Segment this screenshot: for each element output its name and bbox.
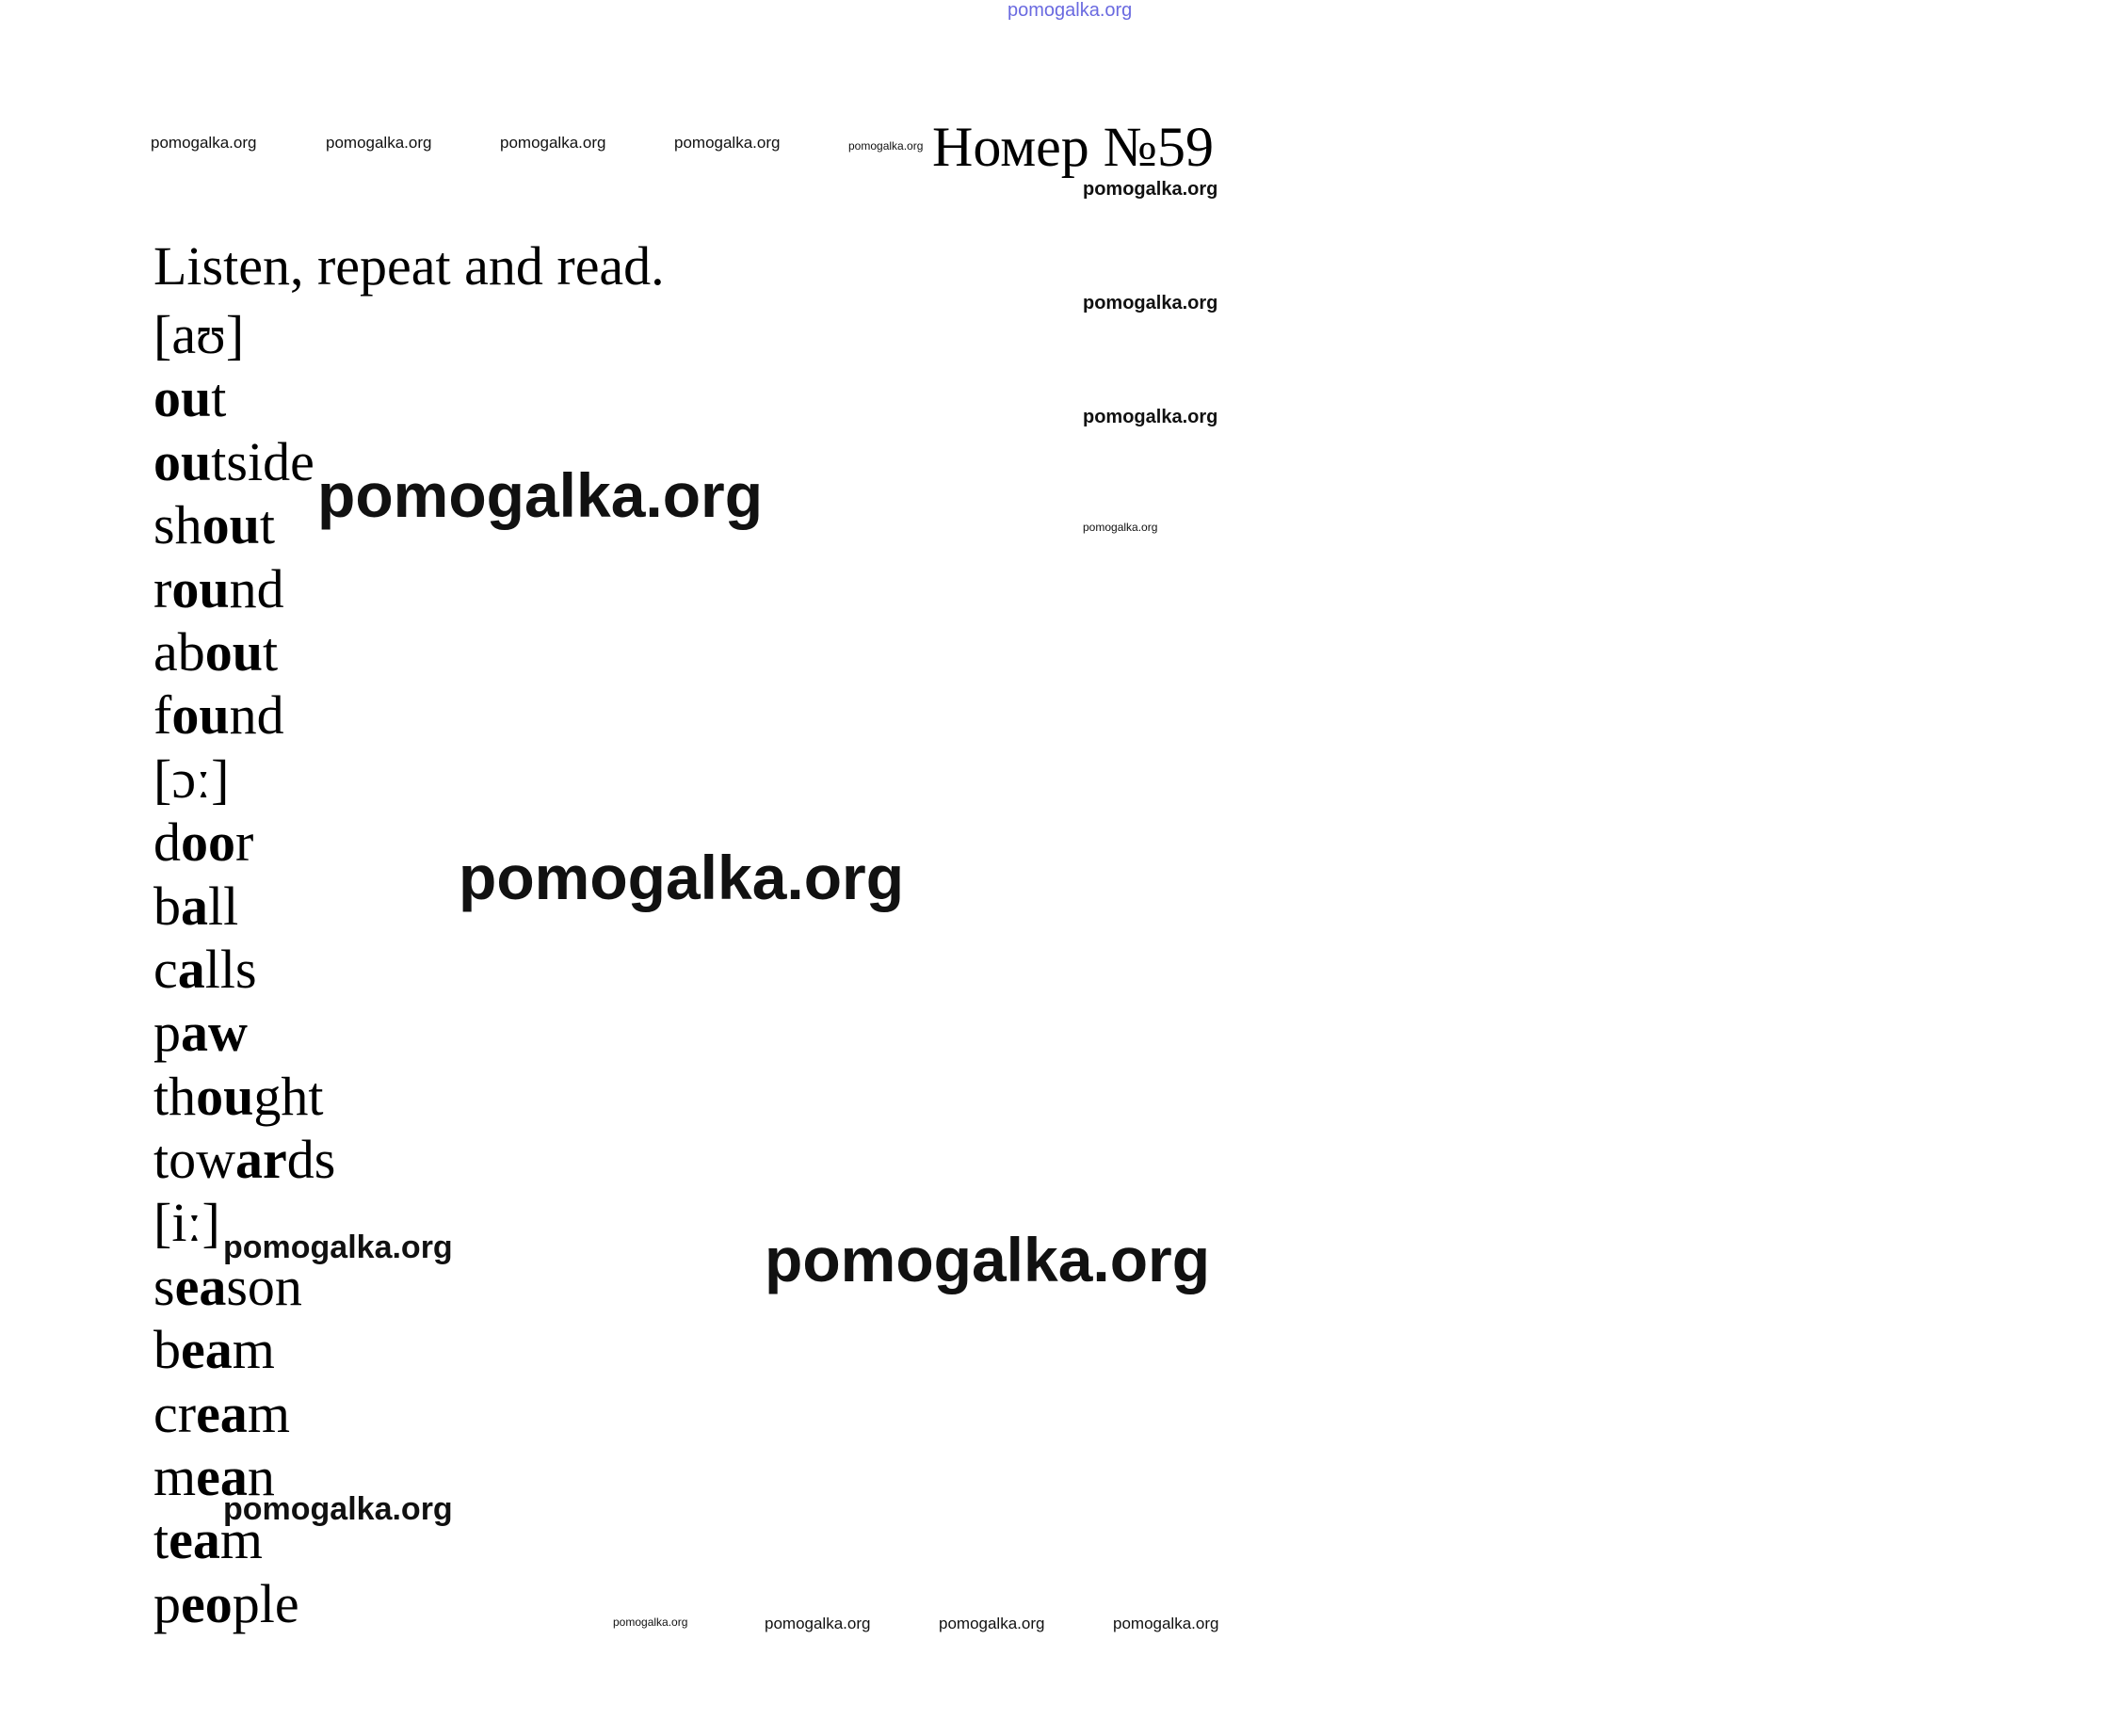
word-segment: tow [153, 1129, 235, 1191]
word-segment: nd [229, 557, 284, 619]
word-segment: p [153, 1572, 181, 1634]
phoneme-heading [153, 747, 335, 811]
highlighted-letters: aw [181, 1002, 248, 1064]
word-item [153, 1001, 335, 1064]
word-list [153, 303, 335, 1635]
word-segment: p [153, 1002, 181, 1064]
word-item [153, 875, 335, 938]
word-segment: r [153, 557, 172, 619]
word-segment: m [153, 1446, 197, 1508]
word-segment: c [153, 938, 178, 1000]
word-item [153, 938, 335, 1001]
page-title: Номер №59 [932, 116, 1215, 178]
top-site-link[interactable]: pomogalka.org [1008, 0, 1133, 21]
word-segment: m [219, 1509, 263, 1571]
word-item [153, 366, 335, 429]
word-item [153, 683, 335, 747]
word-segment: t [211, 367, 227, 429]
word-item [153, 1382, 335, 1445]
word-segment: ple [232, 1572, 299, 1634]
word-segment: d [153, 812, 181, 874]
word-segment: b [153, 875, 181, 937]
watermark: pomogalka.org [1083, 293, 1218, 313]
watermark: pomogalka.org [223, 1491, 453, 1527]
highlighted-letters: a [181, 875, 208, 937]
watermark: pomogalka.org [500, 134, 606, 152]
word-segment: s [153, 1255, 175, 1317]
word-segment: lls [204, 938, 257, 1000]
highlighted-letters: ar [235, 1129, 287, 1191]
word-item [153, 1065, 335, 1128]
highlighted-letters: ea [196, 1382, 248, 1444]
watermark: pomogalka.org [613, 1615, 688, 1629]
highlighted-letters: ea [174, 1255, 227, 1317]
watermark: pomogalka.org [939, 1615, 1045, 1632]
highlighted-letters: ou [171, 684, 230, 747]
watermark: pomogalka.org [765, 1615, 871, 1632]
word-segment: tside [211, 430, 314, 492]
word-segment: [ɔː] [153, 747, 230, 810]
word-segment: r [235, 812, 254, 874]
word-segment: t [263, 620, 279, 683]
phoneme-heading [153, 303, 335, 366]
highlighted-letters: ou [153, 430, 212, 492]
word-segment: ll [208, 875, 239, 937]
word-segment: t [153, 1509, 169, 1571]
highlighted-letters: ea [181, 1319, 233, 1381]
word-item [153, 1318, 335, 1381]
watermark: pomogalka.org [765, 1225, 1211, 1294]
watermark: pomogalka.org [1083, 179, 1218, 200]
highlighted-letters: ou [196, 1065, 254, 1127]
watermark: pomogalka.org [674, 134, 781, 152]
word-item [153, 493, 335, 556]
word-segment: m [247, 1382, 290, 1444]
word-segment: [aʊ] [153, 304, 245, 365]
highlighted-letters: ou [202, 494, 260, 556]
highlighted-letters: ea [196, 1446, 248, 1508]
word-segment: nd [229, 684, 284, 747]
word-item [153, 430, 335, 493]
word-item [153, 1572, 335, 1635]
word-segment: ght [253, 1065, 324, 1127]
watermark: pomogalka.org [151, 134, 257, 152]
watermark: pomogalka.org [317, 460, 764, 530]
word-segment: [iː] [153, 1192, 220, 1254]
highlighted-letters: ea [169, 1509, 220, 1571]
word-segment: ds [286, 1129, 336, 1191]
word-segment: sh [153, 494, 202, 556]
exercise-instruction: Listen, repeat and read. [153, 235, 665, 297]
watermark: pomogalka.org [326, 134, 432, 152]
highlighted-letters: eo [181, 1572, 233, 1634]
word-segment: f [153, 684, 172, 747]
highlighted-letters: a [177, 938, 205, 1000]
watermark: pomogalka.org [1083, 407, 1218, 427]
highlighted-letters: ou [204, 620, 264, 683]
watermark: pomogalka.org [848, 139, 924, 153]
highlighted-letters: ou [153, 367, 212, 429]
word-segment: cr [153, 1382, 197, 1444]
highlighted-letters: ou [171, 557, 230, 619]
watermark: pomogalka.org [1083, 521, 1158, 534]
word-item [153, 811, 335, 874]
watermark: pomogalka.org [1113, 1615, 1219, 1632]
word-segment: t [259, 494, 275, 556]
word-segment: m [232, 1319, 275, 1381]
word-segment: n [247, 1446, 275, 1508]
word-item [153, 620, 335, 683]
highlighted-letters: oo [181, 812, 235, 874]
watermark: pomogalka.org [459, 843, 905, 912]
word-segment: ab [153, 620, 205, 683]
word-segment: th [153, 1065, 197, 1127]
watermark: pomogalka.org [223, 1230, 453, 1265]
word-segment: b [153, 1319, 181, 1381]
word-item [153, 1128, 335, 1191]
word-item [153, 557, 335, 620]
word-segment: son [226, 1255, 302, 1317]
